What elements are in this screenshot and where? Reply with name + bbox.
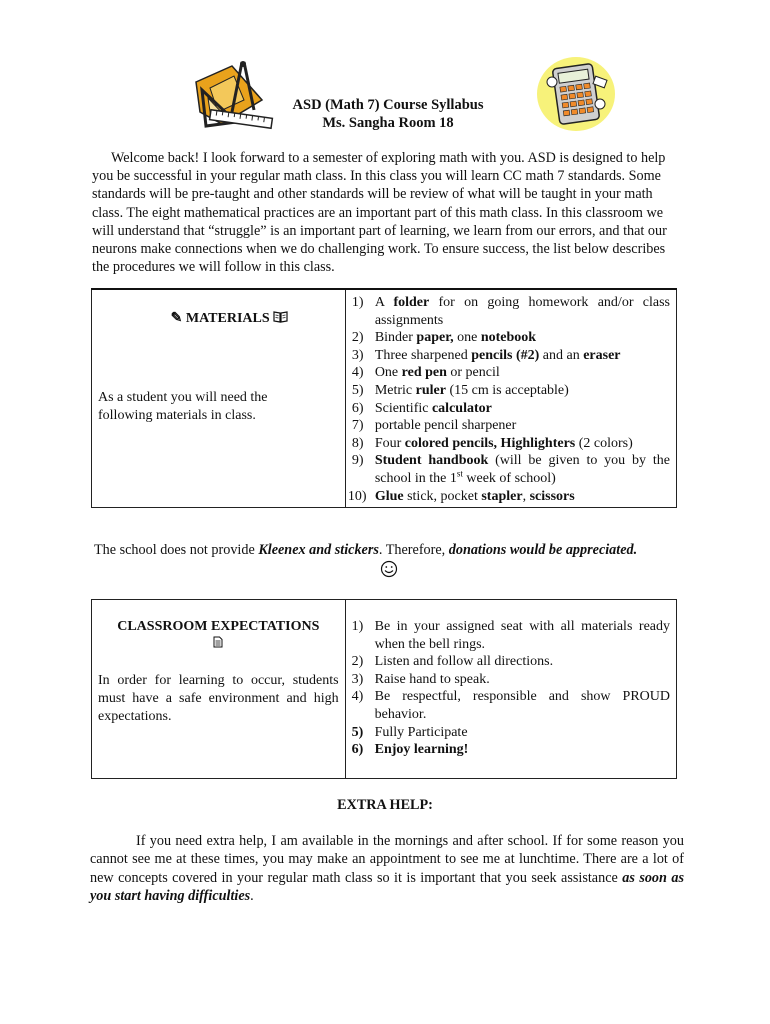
materials-item-number: 1) — [351, 295, 364, 310]
expectation-item — [346, 688, 676, 723]
materials-item — [346, 452, 676, 487]
expectation-item-text: Be respectful, responsible and show PROUD behavior. — [374, 689, 670, 722]
materials-item-text: Student handbook (will be given to you by the school in the 1st week of school) — [374, 453, 670, 486]
materials-item — [346, 400, 676, 418]
expectation-item-text: Raise hand to speak. — [374, 671, 490, 687]
materials-item-text: Four colored pencils, Highlighters (2 colors) — [374, 435, 633, 451]
materials-description: As a student you will need the following materials in class. — [98, 390, 268, 423]
materials-item — [346, 347, 676, 365]
materials-item-text: A folder for on going homework and/or class assignments — [374, 295, 670, 328]
expectation-item — [346, 671, 676, 689]
expectation-item-text: Enjoy learning! — [374, 742, 469, 758]
materials-item-text: Three sharpened pencils (#2) and an eraser — [374, 347, 621, 363]
materials-item — [346, 417, 676, 435]
pencil-icon: ✎ — [170, 311, 183, 326]
expectation-item-number: 3) — [351, 671, 364, 687]
materials-item-number: 7) — [351, 418, 364, 434]
document-icon — [92, 636, 345, 652]
expectation-item-number: 6) — [351, 742, 364, 758]
expectation-item-number: 2) — [351, 654, 364, 670]
materials-item-text: Glue stick, pocket stapler, scissors — [374, 488, 575, 504]
materials-heading-label: MATERIALS — [185, 311, 270, 326]
book-icon — [273, 311, 288, 326]
materials-item-text: Binder paper, one notebook — [374, 330, 537, 346]
expectation-item-number: 1) — [351, 619, 364, 634]
materials-item-number: 2) — [351, 330, 364, 346]
expectation-item-text: Be in your assigned seat with all materials ready when the bell rings. — [374, 619, 670, 652]
materials-table — [91, 288, 677, 508]
materials-item — [346, 488, 676, 506]
materials-item — [346, 364, 676, 382]
extra-help-text: If you need extra help, I am available in the mornings and after school. If for some reason you cannot see me at these times, you may make an appointment to see me at lunchtime. There are a lot of new concepts covered in your regular math class so it is important that you seek assistance as soon as you start having difficulties. — [90, 833, 684, 905]
teacher-room: Ms. Sangha Room 18 — [322, 115, 454, 131]
materials-item-text: One red pen or pencil — [374, 365, 500, 381]
materials-item-number: 9) — [351, 453, 364, 469]
expectation-item — [346, 618, 676, 653]
extra-help-heading: EXTRA HELP: — [337, 797, 433, 813]
expectation-item — [346, 724, 676, 742]
materials-item — [346, 329, 676, 347]
materials-item-text: Metric ruler (15 cm is acceptable) — [374, 382, 569, 398]
expectations-list — [346, 618, 676, 759]
donation-note: The school does not provide Kleenex and stickers. Therefore, donations would be appreciated. — [94, 542, 638, 558]
smiley-icon — [380, 560, 398, 578]
materials-item — [346, 382, 676, 400]
expectation-item — [346, 653, 676, 671]
expectations-info-cell — [92, 600, 346, 779]
calculator-icon — [536, 56, 616, 132]
materials-info-cell — [92, 289, 346, 508]
materials-item-number: 6) — [351, 400, 364, 416]
expectation-item-number: 5) — [351, 724, 364, 740]
expectation-item-text: Fully Participate — [374, 724, 468, 740]
materials-item-number: 4) — [351, 365, 364, 381]
expectation-item-number: 4) — [351, 689, 364, 705]
materials-item-text: portable pencil sharpener — [374, 418, 517, 434]
materials-item-number: 5) — [351, 382, 364, 398]
materials-list-cell — [345, 289, 676, 508]
expectations-table — [91, 599, 677, 779]
materials-item-text: Scientific calculator — [374, 400, 492, 416]
materials-item-number: 8) — [351, 435, 364, 451]
materials-heading — [114, 310, 345, 327]
expectations-description: In order for learning to occur, students must have a safe environment and high expectations. — [98, 673, 339, 724]
materials-item-number: 3) — [351, 347, 364, 363]
expectations-list-cell — [345, 600, 676, 779]
intro-paragraph — [92, 149, 684, 276]
materials-list — [346, 294, 676, 505]
materials-item — [346, 435, 676, 453]
materials-item-number: 10) — [347, 488, 367, 504]
materials-item — [346, 294, 676, 329]
expectations-heading: CLASSROOM EXPECTATIONS — [117, 619, 320, 634]
expectation-item-text: Listen and follow all directions. — [374, 654, 554, 670]
page-title: ASD (Math 7) Course Syllabus — [292, 97, 484, 113]
title-block — [240, 96, 536, 132]
extra-help-paragraph — [90, 832, 684, 906]
expectation-item — [346, 741, 676, 759]
intro-text: Welcome back! I look forward to a semester of exploring math with you. ASD is designed to help you be successful in your regular math class. In this class you will learn CC math 7 standards. Some standards will be pre-taught and other standards will be review of what will be taught in your math class. The eight mathematical practices are an important part of this math class. In this classroom we will understand that “struggle” is an important part of learning, we learn from our errors, and that our neurons make connections when we do challenging work. To ensure success, the list below describes the procedures we will follow in this class. — [92, 150, 667, 276]
